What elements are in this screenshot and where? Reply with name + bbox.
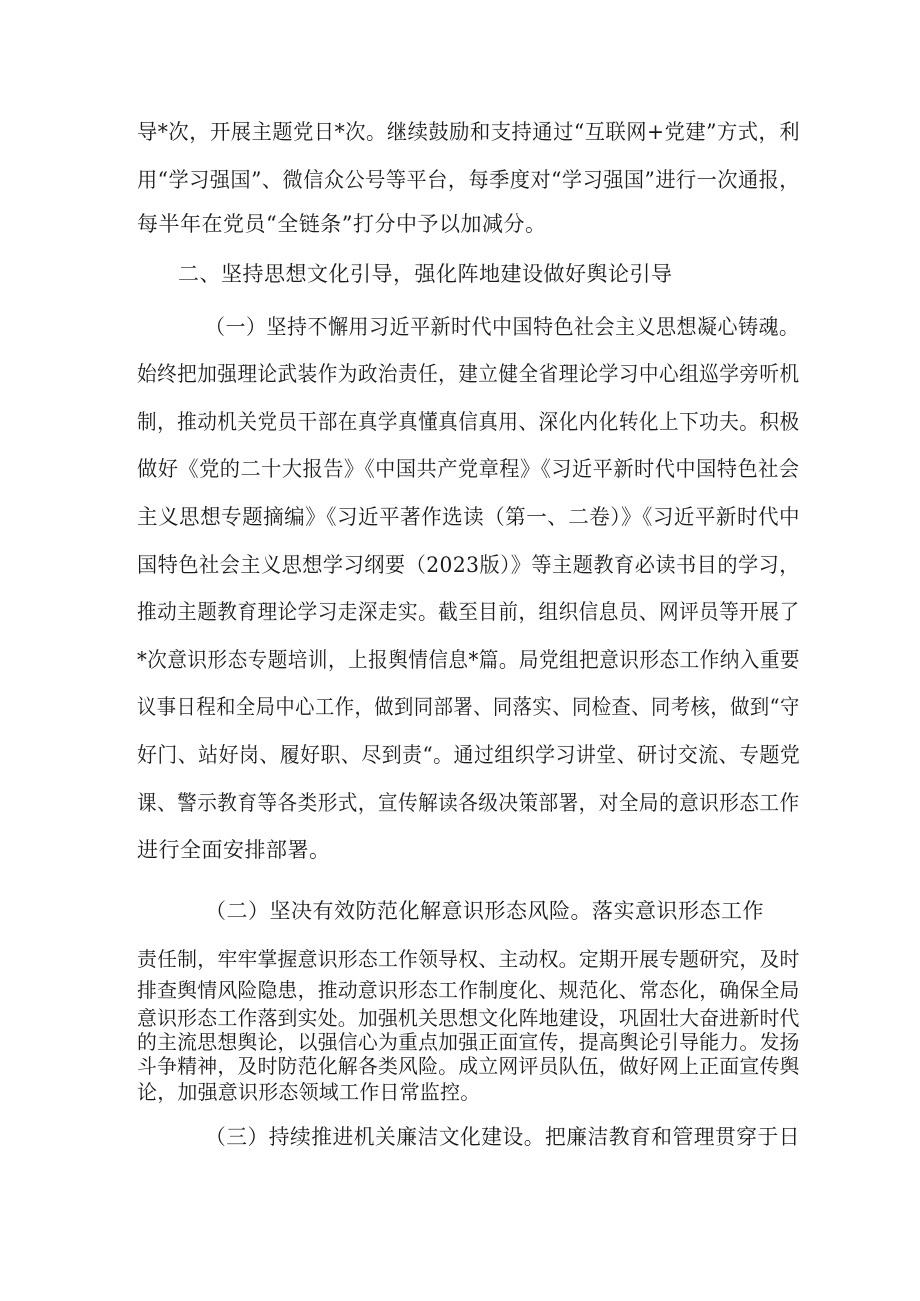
paragraph-line: *次意识形态专题培训，上报舆情信息*篇。局党组把意识形态工作纳入重要 — [137, 648, 800, 672]
paragraph-line: 课、警示教育等各类形式，宣传解读各级决策部署，对全局的意识形态工作 — [137, 791, 800, 815]
paragraph-line: 意识形态工作落到实处。加强机关思想文化阵地建设，巩固壮大奋进新时代 — [137, 1006, 800, 1030]
paragraph-line: 好门、站好岗、履好职、尽到责“。通过组织学习讲堂、研讨交流、专题党 — [137, 743, 801, 767]
paragraph-line: 议事日程和全局中心工作，做到同部署、同落实、同检查、同考核，做到“守 — [137, 695, 800, 719]
paragraph-line: 排查舆情风险隐患，推动意识形态工作制度化、规范化、常态化，确保全局 — [137, 978, 800, 1002]
subsection-heading: （三）持续推进机关廉洁文化建设。把廉洁教育和管理贯穿于日 — [205, 1125, 801, 1149]
paragraph-line: 主义思想专题摘编》《习近平著作选读（第一、二卷）》《习近平新时代中 — [137, 505, 801, 529]
paragraph-line: 始终把加强理论武装作为政治责任，建立健全省理论学习中心组巡学旁听机 — [137, 362, 800, 386]
paragraph-line: 每半年在党员“全链条”打分中予以加减分。 — [137, 212, 547, 236]
paragraph-line: 的主流思想舆论，以强信心为重点加强正面宣传，提高舆论引导能力。发扬 — [137, 1030, 800, 1054]
paragraph-line: 论，加强意识形态领域工作日常监控。 — [137, 1080, 481, 1104]
section-heading: 二、坚持思想文化引导，强化阵地建设做好舆论引导 — [178, 262, 673, 286]
paragraph-line: 做好《党的二十大报告》《中国共产党章程》《习近平新时代中国特色社会 — [137, 457, 800, 481]
paragraph-line: 用“学习强国”、微信众公号等平台，每季度对“学习强国”进行一次通报， — [137, 168, 800, 192]
paragraph-line: 进行全面安排部署。 — [137, 838, 331, 862]
paragraph-line: 导*次，开展主题党日*次。继续鼓励和支持通过“互联网+党建”方式，利 — [137, 120, 801, 144]
subsection-heading: （一）坚持不懈用习近平新时代中国特色社会主义思想凝心铸魂。 — [205, 315, 800, 339]
paragraph-line: 制，推动机关党员干部在真学真懂真信真用、深化内化转化上下功夫。积极 — [137, 410, 800, 434]
paragraph-line: 推动主题教育理论学习走深走实。截至目前，组织信息员、网评员等开展了 — [137, 600, 800, 624]
subsection-heading: （二）坚决有效防范化解意识形态风险。落实意识形态工作 — [205, 899, 764, 923]
paragraph-line: 责任制，牢牢掌握意识形态工作领导权、主动权。定期开展专题研究，及时 — [137, 947, 800, 971]
paragraph-line: 斗争精神，及时防范化解各类风险。成立网评员队伍，做好网上正面宣传舆 — [137, 1054, 800, 1078]
paragraph-line: 国特色社会主义思想学习纲要（2023版）》等主题教育必读书目的学习， — [137, 553, 800, 577]
